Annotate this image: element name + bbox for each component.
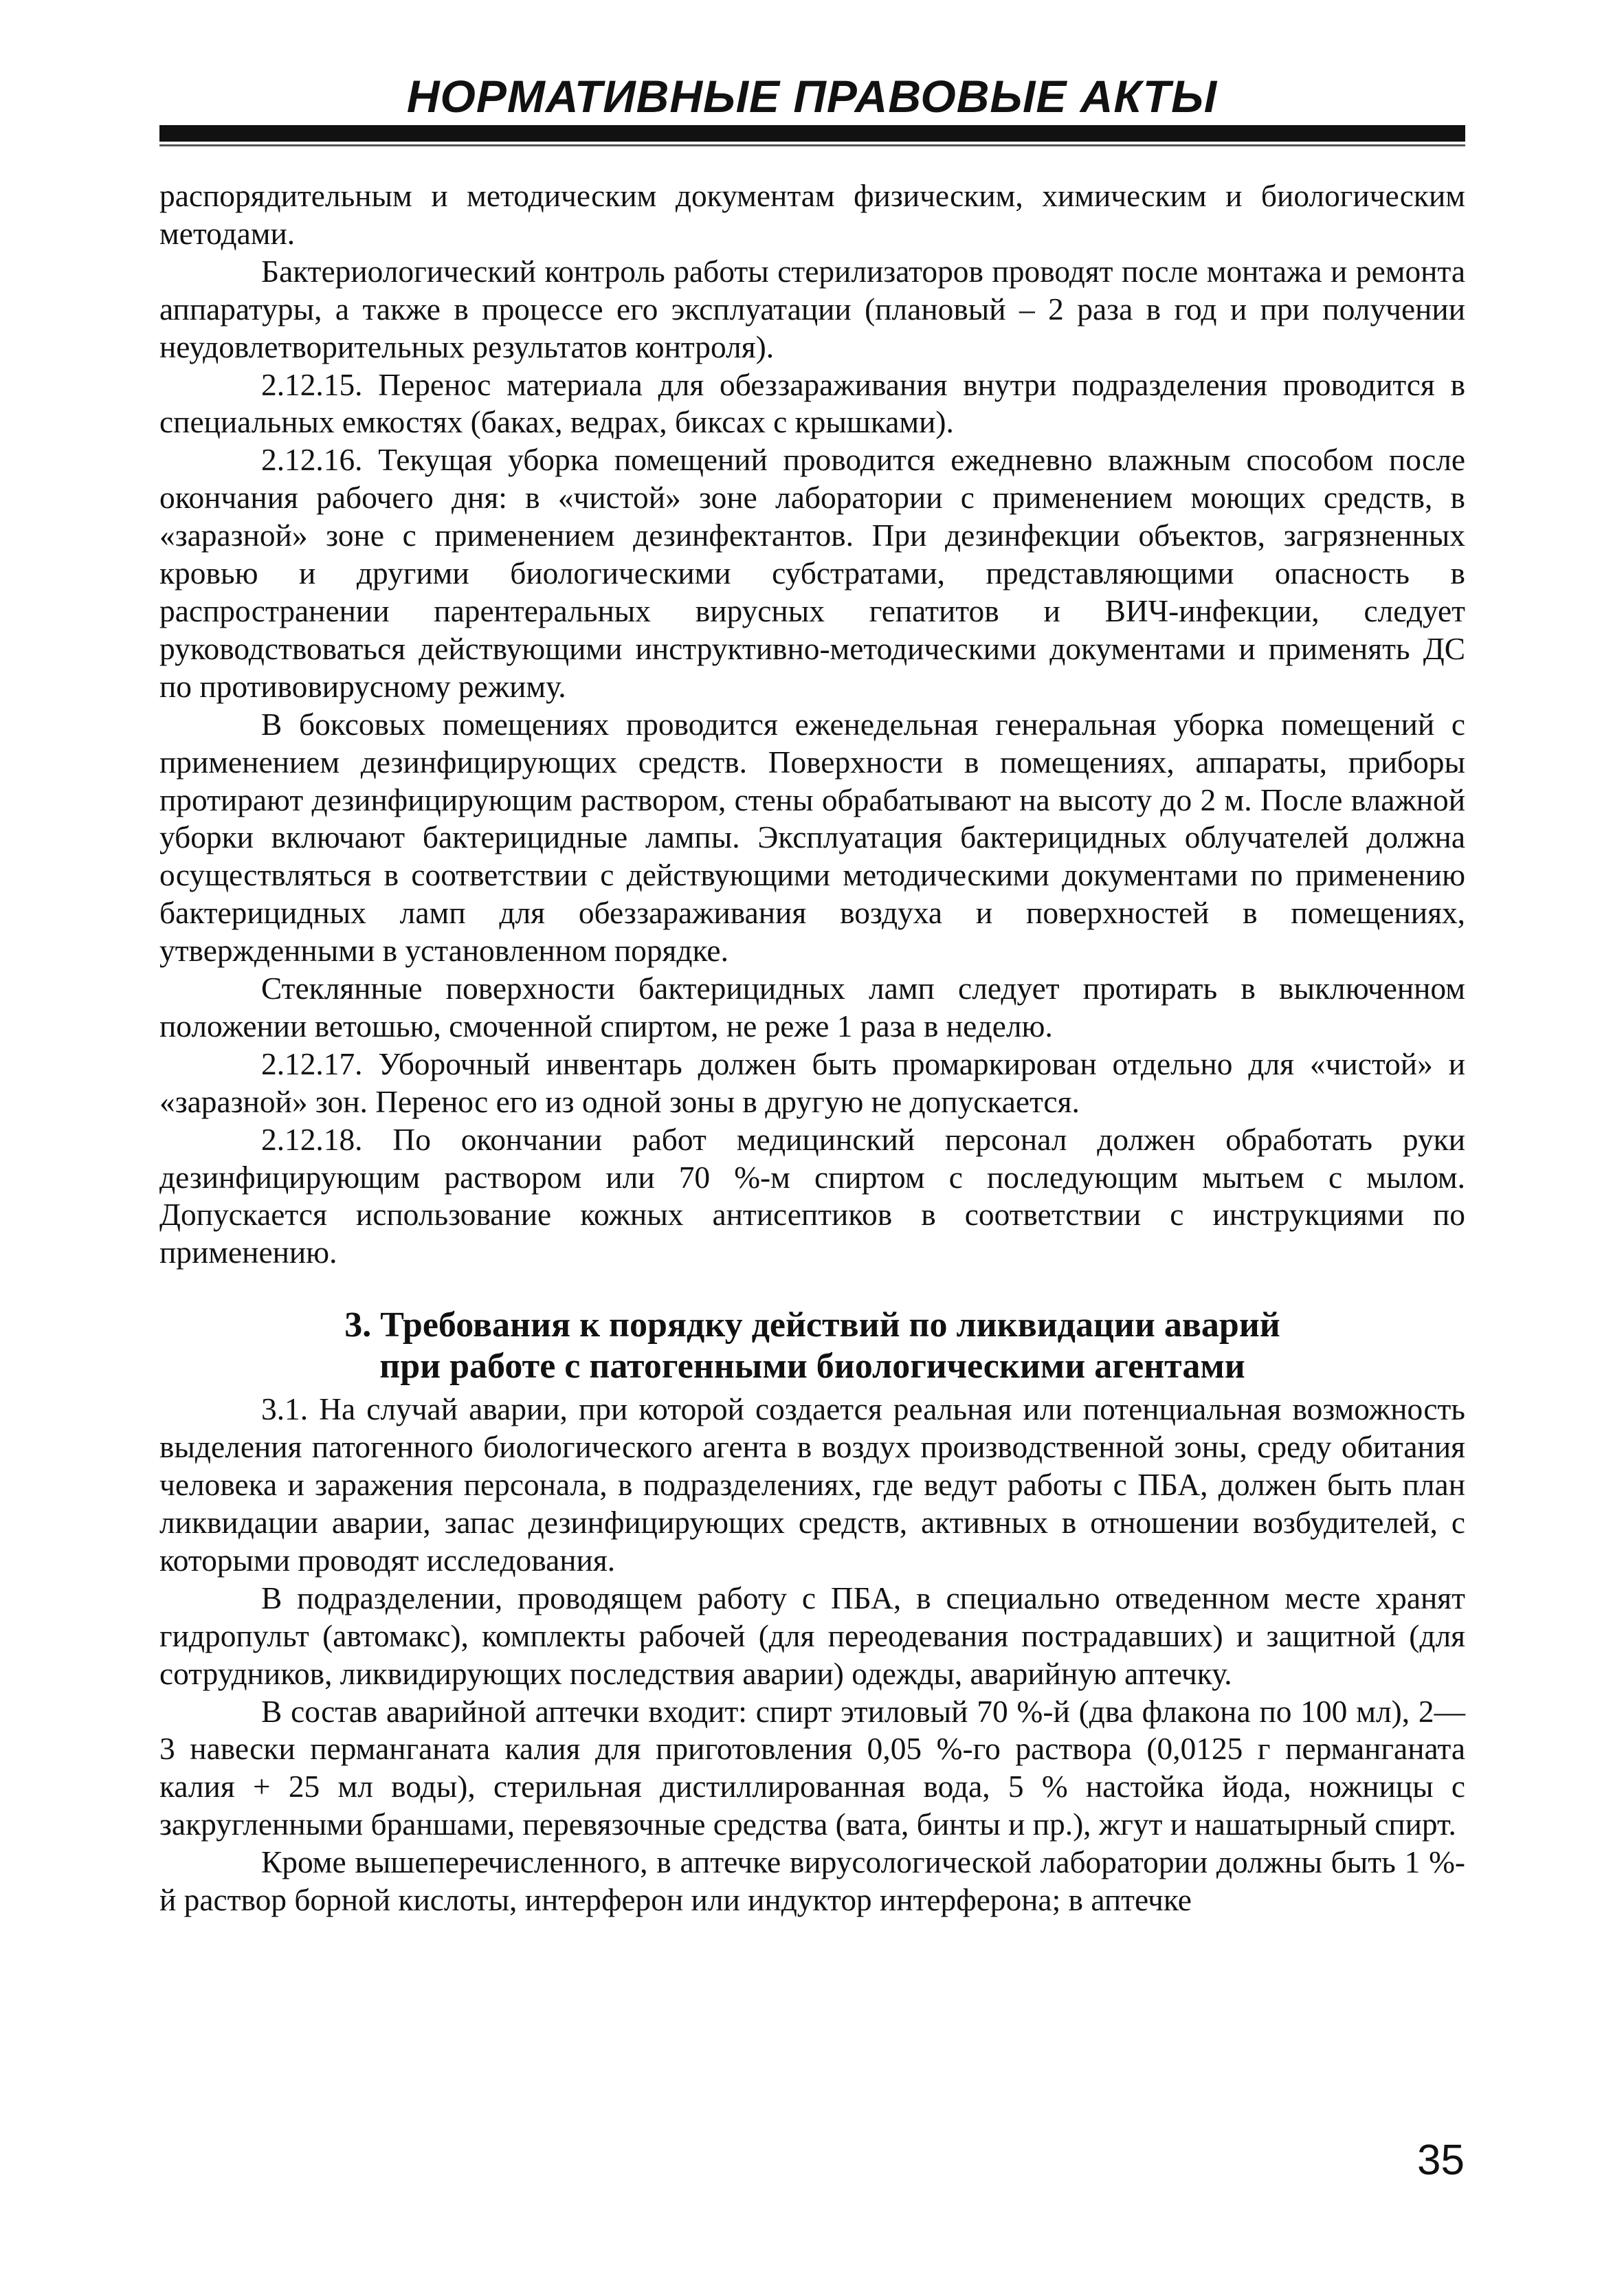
paragraph-2-12-16: 2.12.16. Текущая уборка помещений проводится ежедневно влажным способом после окончания рабочего дня: в «чистой» зоне лаборатории с применением моющих средств, в «заразной» зоне с применением дезинфектантов. При дезинфекции объектов, загрязненных кровью и другими биологическими субстратами, представляющими опасность в распространении парентеральных вирусных гепатитов и ВИЧ-инфекции, следует руководствоваться действующими инструктивно-методическими документами и применять ДС по противовирусному режиму. [159, 443, 1465, 704]
header-rule-thin [159, 144, 1465, 146]
page-number: 35 [1417, 2137, 1465, 2184]
paragraph: В состав аварийной аптечки входит: спирт этиловый 70 %-й (два флакона по 100 мл), 2—3 навески перманганата калия для приготовления 0,05 %-го раствора (0,0125 г перманганата калия + 25 мл воды), стерильная дистиллированная вода, 5 % настойка йода, ножницы с закругленными браншами, перевязочные средства (вата, бинты и пр.), жгут и нашатырный спирт. [159, 1694, 1465, 1842]
section-heading-line-2: при работе с патогенными биологическими агентами [379, 1347, 1245, 1387]
section-heading [159, 1305, 1465, 1387]
paragraph: Бактериологический контроль работы стерилизаторов проводят после монтажа и ремонта аппаратуры, а также в процессе его эксплуатации (плановый – 2 раза в год и при получении неудовлетворительных результатов контроля). [159, 254, 1465, 364]
body-text [159, 177, 1465, 1919]
paragraph: В подразделении, проводящем работу с ПБА, в специально отведенном месте хранят гидропульт (автомакс), комплекты рабочей (для переодевания пострадавших) и защитной (для сотрудников, ликвидирующих последствия аварии) одежды, аварийную аптечку. [159, 1580, 1465, 1691]
section-heading-line-1: 3. Требования к порядку действий по ликвидации аварий [344, 1305, 1280, 1345]
paragraph-continuation: распорядительным и методическим документам физическим, химическим и биологическим методами. [159, 179, 1465, 251]
paragraph-3-1: 3.1. На случай аварии, при которой создается реальная или потенциальная возможность выделения патогенного биологического агента в воздух производственной зоны, среду обитания человека и заражения персонала, в подразделениях, где ведут работы с ПБА, должен быть план ликвидации аварии, запас дезинфицирующих средств, активных в отношении возбудителей, с которыми проводят исследования. [159, 1392, 1465, 1578]
paragraph-2-12-18: 2.12.18. По окончании работ медицинский персонал должен обработать руки дезинфицирующим раствором или 70 %-м спиртом с последующим мытьем с мылом. Допускается использование кожных антисептиков в соответствии с инструкциями по применению. [159, 1122, 1465, 1270]
paragraph: Кроме вышеперечисленного, в аптечке вирусологической лаборатории должны быть 1 %-й раствор борной кислоты, интерферон или индуктор интерферона; в аптечке [159, 1845, 1465, 1918]
paragraph-2-12-15: 2.12.15. Перенос материала для обеззараживания внутри подразделения проводится в специальных емкостях (баках, ведрах, биксах с крышками). [159, 367, 1465, 440]
paragraph: В боксовых помещениях проводится еженедельная генеральная уборка помещений с применением дезинфицирующих средств. Поверхности в помещениях, аппараты, приборы протирают дезинфицирующим раствором, стены обрабатывают на высоту до 2 м. После влажной уборки включают бактерицидные лампы. Эксплуатация бактерицидных облучателей должна осуществляться в соответствии с действующими методическими документами по применению бактерицидных ламп для обеззараживания воздуха и поверхностей в помещениях, утвержденными в установленном порядке. [159, 707, 1465, 969]
running-header-title: НОРМАТИВНЫЕ ПРАВОВЫЕ АКТЫ [406, 71, 1218, 122]
paragraph: Стеклянные поверхности бактерицидных ламп следует протирать в выключенном положении ветошью, смоченной спиртом, не реже 1 раза в неделю. [159, 971, 1465, 1044]
header-rule [159, 125, 1465, 142]
paragraph-2-12-17: 2.12.17. Уборочный инвентарь должен быть промаркирован отдельно для «чистой» и «заразной» зон. Перенос его из одной зоны в другую не допускается. [159, 1046, 1465, 1119]
